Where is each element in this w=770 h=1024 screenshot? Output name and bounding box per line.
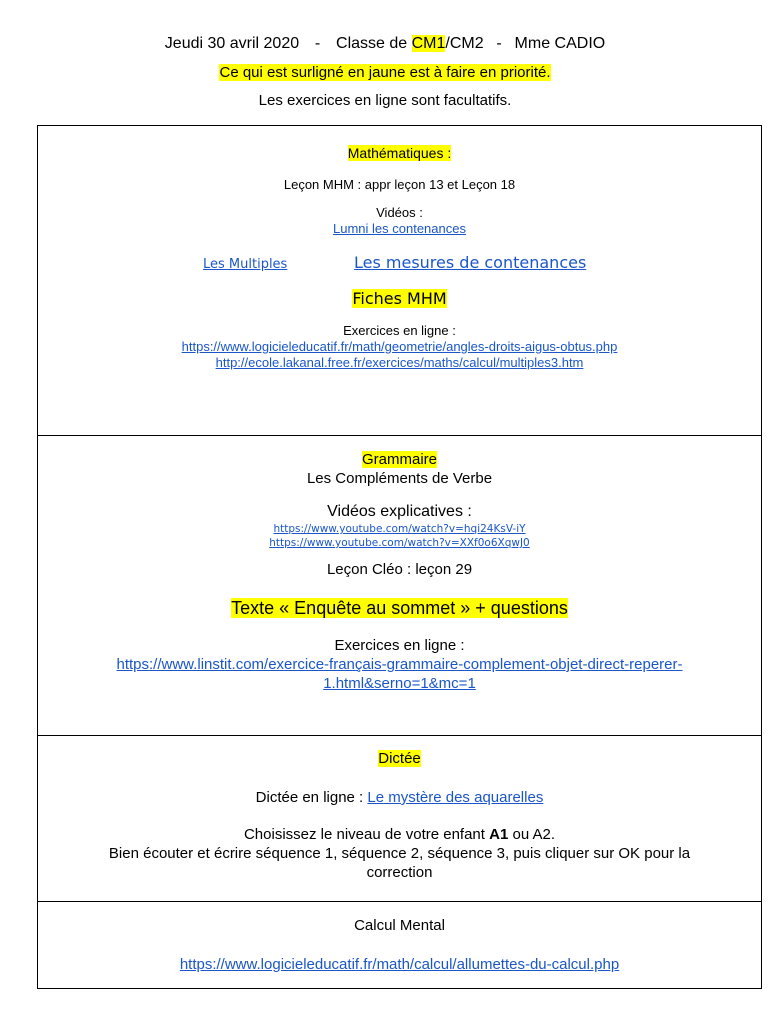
header-classe-cm1: CM1 [411, 35, 446, 52]
header-dash-2: - [496, 35, 502, 52]
header-classe-rest: /CM2 [445, 35, 484, 52]
fiches-mhm: Fiches MHM [352, 289, 447, 308]
link-mystere-aquarelles[interactable]: Le mystère des aquarelles [367, 789, 544, 806]
section-grammaire [38, 450, 761, 693]
dictee-instructions-line1: Bien écouter et écrire séquence 1, séquence 2, séquence 3, puis cliquer sur OK pour la [108, 845, 691, 862]
page-header [0, 33, 770, 111]
priority-note: Ce qui est surligné en jaune est à faire en priorité. [219, 64, 551, 81]
texte-enquete: Texte « Enquête au sommet » + questions [231, 598, 568, 618]
separator-3 [38, 901, 761, 902]
calcul-title: Calcul Mental [354, 917, 445, 934]
link-multiples3[interactable]: http://ecole.lakanal.free.fr/exercices/maths/calcul/multiples3.htm [215, 355, 584, 370]
math-videos-label: Vidéos : [376, 205, 423, 220]
grammaire-title: Grammaire [361, 451, 437, 468]
header-title-line [0, 33, 770, 55]
math-exercices-label: Exercices en ligne : [343, 323, 456, 338]
separator-1 [38, 435, 761, 436]
link-les-multiples[interactable]: Les Multiples [203, 257, 288, 272]
grammaire-exercices-label: Exercices en ligne : [334, 637, 465, 654]
separator-2 [38, 735, 761, 736]
link-youtube-2[interactable]: https://www.youtube.com/watch?v=XXf0o6XqwJ0 [269, 537, 530, 549]
program-table [37, 125, 762, 989]
dictee-online-prefix: Dictée en ligne : [255, 789, 368, 806]
link-linstit-line1[interactable]: https://www.linstit.com/exercice-français-grammaire-complement-objet-direct-reperer- [116, 656, 683, 673]
link-angles-droits[interactable]: https://www.logicieleducatif.fr/math/geometrie/angles-droits-aigus-obtus.php [181, 339, 618, 354]
dictee-niveau-suffix: ou A2. [508, 826, 556, 843]
math-title: Mathématiques : [347, 145, 452, 161]
link-allumettes-calcul[interactable]: https://www.logicieleducatif.fr/math/calcul/allumettes-du-calcul.php [179, 956, 620, 973]
dictee-niveau-a1: A1 [489, 826, 509, 843]
section-dictee [38, 749, 761, 882]
header-teacher: Mme CADIO [514, 35, 606, 52]
grammaire-lecon: Leçon Cléo : leçon 29 [326, 561, 473, 578]
link-linstit-line2[interactable]: 1.html&serno=1&mc=1 [323, 675, 476, 692]
link-mesures-contenances[interactable]: Les mesures de contenances [354, 253, 587, 272]
optional-note: Les exercices en ligne sont facultatifs. [258, 92, 512, 109]
header-classe-prefix: Classe de [336, 35, 412, 52]
header-date: Jeudi 30 avril 2020 [164, 35, 300, 52]
section-calcul-mental [38, 916, 761, 974]
dictee-instructions-line2: correction [366, 864, 433, 881]
header-dash-1: - [314, 35, 321, 52]
section-mathematiques [38, 144, 761, 371]
link-lumni-contenances[interactable]: Lumni les contenances [333, 221, 466, 236]
link-youtube-1[interactable]: https://www.youtube.com/watch?v=hqi24KsV-iY [273, 523, 526, 535]
grammaire-videos-label: Vidéos explicatives : [327, 503, 472, 520]
dictee-title: Dictée [378, 750, 421, 767]
math-lecon: Leçon MHM : appr leçon 13 et Leçon 18 [283, 177, 516, 192]
grammaire-subtitle: Les Compléments de Verbe [306, 470, 493, 487]
dictee-niveau-prefix: Choisissez le niveau de votre enfant [243, 826, 490, 843]
